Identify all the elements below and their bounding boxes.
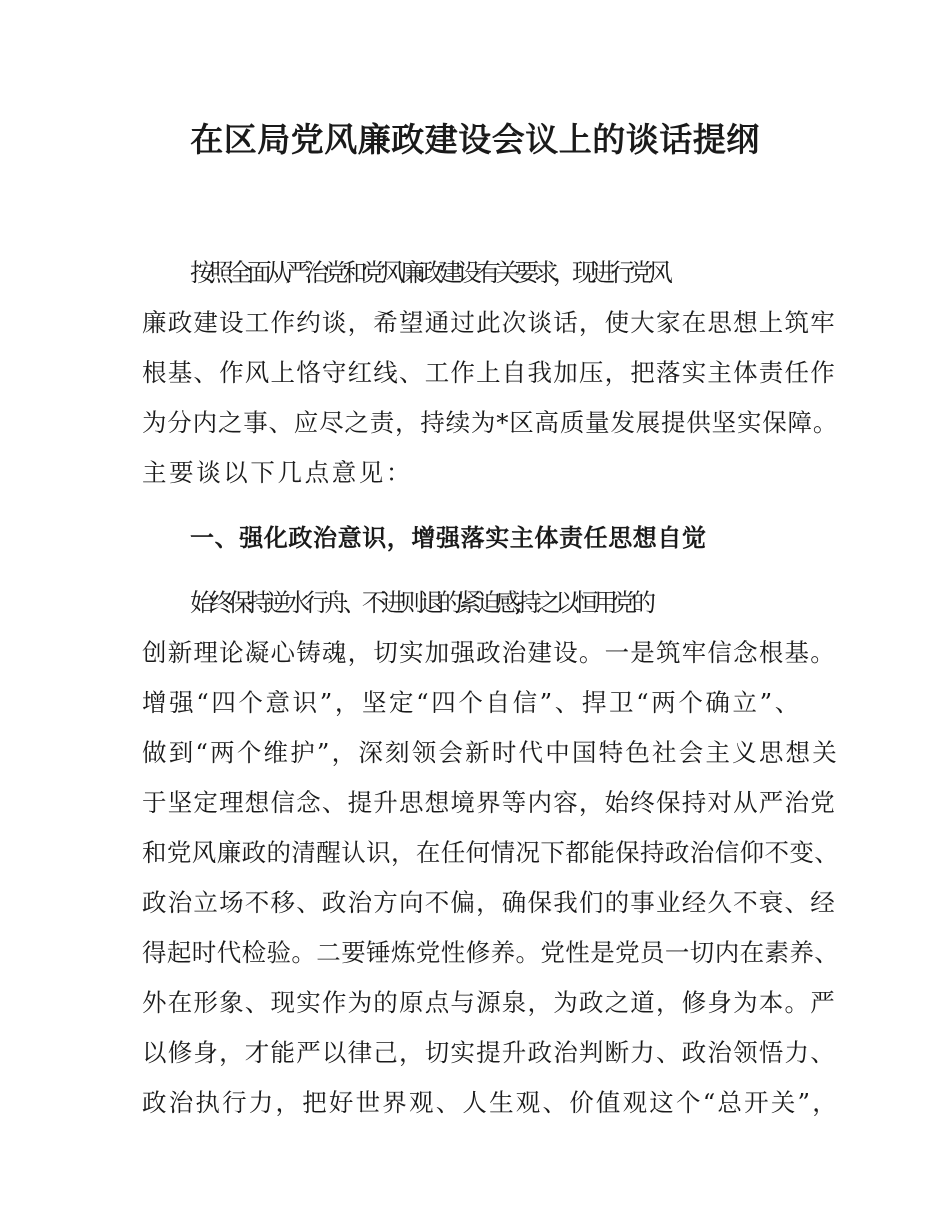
document-title: 在区局党风廉政建设会议上的谈话提纲 (190, 120, 760, 159)
section-1-line-8: 得起时代检验。二要锤炼党性修养。党性是党员一切内在素养、 (142, 938, 840, 967)
intro-line-2: 廉政建设工作约谈，希望通过此次谈话，使大家在思想上筑牢 (142, 308, 836, 337)
section-1-line-6: 和党风廉政的清醒认识，在任何情况下都能保持政治信仰不变、 (142, 838, 840, 867)
section-1-heading: 一、强化政治意识，增强落实主体责任思想自觉 (190, 524, 707, 552)
section-1-line-4: 做到“两个维护”，深刻领会新时代中国特色社会主义思想关 (142, 738, 839, 767)
section-1-line-9: 外在形象、现实作为的原点与源泉，为政之道，修身为本。严 (142, 988, 836, 1017)
section-1-line-7: 政治立场不移、政治方向不偏，确保我们的事业经久不衰、经 (142, 888, 836, 917)
section-1-line-1: 始终保持逆水行舟、不进则退的紧迫感,持之以恒用党的 (190, 588, 651, 617)
intro-line-1: 按照全面从严治党和党风廉政建设有关要求，现进行党风 (190, 258, 668, 287)
section-1-line-5: 于坚定理想信念、提升思想境界等内容，始终保持对从严治党 (142, 788, 836, 817)
section-1-line-3: 增强“四个意识”，坚定“四个自信”、捍卫“两个确立”、 (142, 688, 802, 717)
intro-line-5: 主要谈以下几点意见： (142, 458, 413, 487)
section-1-line-10: 以修身，才能严以律己，切实提升政治判断力、政治领悟力、 (142, 1038, 836, 1067)
section-1-line-2: 创新理论凝心铸魂，切实加强政治建设。一是筑牢信念根基。 (142, 638, 836, 667)
section-1-line-11: 政治执行力，把好世界观、人生观、价值观这个“总开关”， (142, 1088, 839, 1117)
intro-line-4: 为分内之事、应尽之责，持续为*区高质量发展提供坚实保障。 (142, 408, 839, 437)
intro-line-3: 根基、作风上恪守红线、工作上自我加压，把落实主体责任作 (142, 358, 836, 387)
